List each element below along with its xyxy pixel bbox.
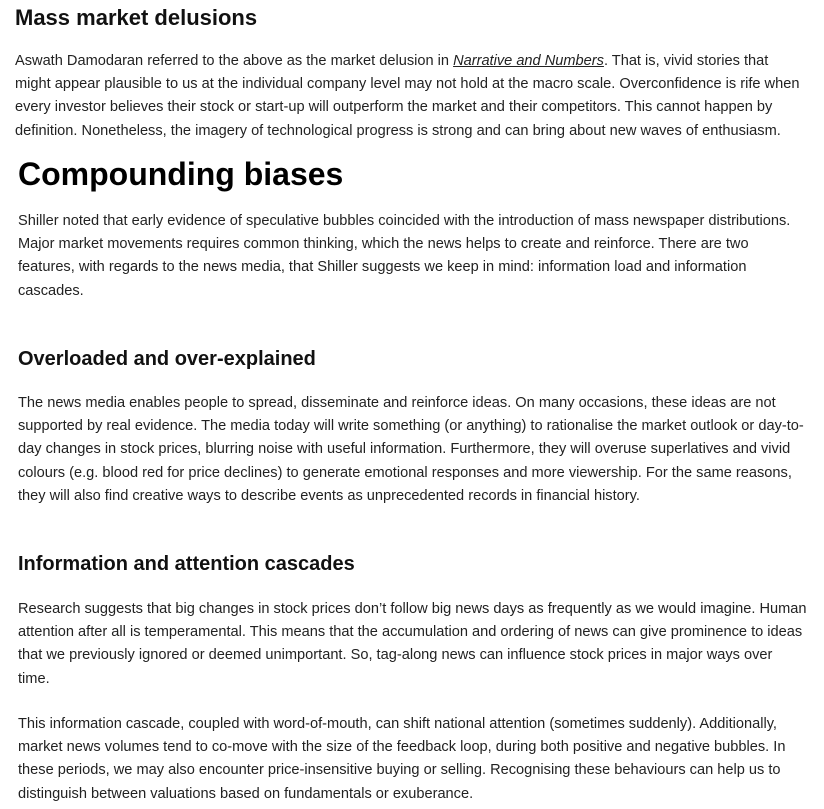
heading-information-cascades: Information and attention cascades (18, 553, 355, 575)
heading-overloaded: Overloaded and over-explained (18, 348, 316, 370)
paragraph-compounding-biases: Shiller noted that early evidence of speculative bubbles coincided with the introduction of mass newspaper distributions. Major market movements requires common thinking, which the news helps to create and reinforce. There are two features, with regards to the news media, that Shiller suggests we keep in mind: information load and information cascades. (18, 213, 791, 299)
paragraph-mass-market-intro: Aswath Damodaran referred to the above as the market delusion in (15, 53, 454, 69)
narrative-and-numbers-link[interactable]: Narrative and Numbers (453, 53, 604, 69)
paragraph-mass-market-rest: . That is, vivid stories that might appear plausible to us at the individual company level may not hold at the macro scale. Overconfidence is rife when every investor believes their stock or start-up will outperform the market and their competitors. This cannot happen by definition. Nonetheless, the imagery of technological progress is strong and can bring about new waves of enthusiasm. (15, 53, 800, 139)
paragraph-overloaded: The news media enables people to spread, disseminate and reinforce ideas. On many occasions, these ideas are not supported by real evidence. The media today will write something (or anything) to rationalise the market outlook or day-to-day changes in stock prices, blurring noise with useful information. Furthermore, they will overuse superlatives and vivid colours (e.g. blood red for price declines) to generate emotional responses and more viewership. For the same reasons, they will also find creative ways to describe events as unprecedented records in financial history. (18, 395, 804, 504)
heading-mass-market-delusions: Mass market delusions (15, 5, 258, 30)
heading-compounding-biases: Compounding biases (18, 156, 344, 192)
paragraph-mass-market (15, 50, 805, 143)
paragraph-cascades-1: Research suggests that big changes in stock prices don’t follow big news days as frequently as we would imagine. Human attention after all is temperamental. This means that the accumulation and ordering of news can give prominence to ideas that we previously ignored or deemed unimportant. So, tag-along news can influence stock prices in major ways over time. (18, 601, 807, 687)
paragraph-cascades-2: This information cascade, coupled with word-of-mouth, can shift national attention (sometimes suddenly). Additionally, market news volumes tend to co-move with the size of the feedback loop, during both positive and negative bubbles. In these periods, we may also encounter price-insensitive buying or selling. Recognising these behaviours can help us to distinguish between valuations based on fundamentals or exuberance. (18, 716, 786, 802)
